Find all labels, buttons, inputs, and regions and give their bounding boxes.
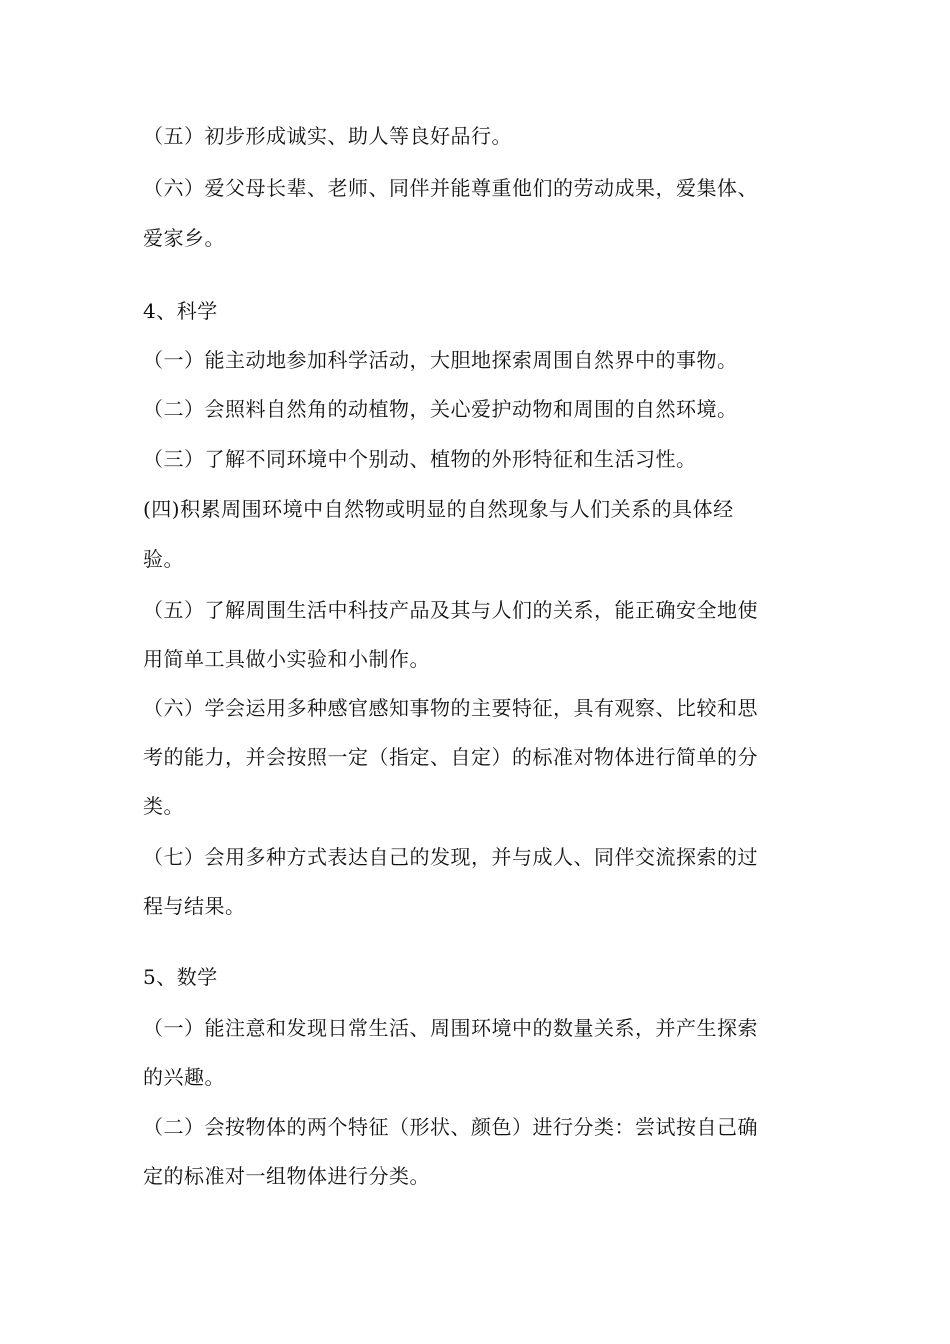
science-item-7-line-1: （七）会用多种方式表达自己的发现，并与成人、同伴交流探索的过 bbox=[143, 845, 758, 869]
science-item-1-line-1: （一）能主动地参加科学活动，大胆地探索周围自然界中的事物。 bbox=[143, 348, 738, 372]
science-item-7-line-2: 程与结果。 bbox=[143, 894, 246, 918]
science-item-5-line-1: （五）了解周围生活中科技产品及其与人们的关系，能正确安全地使 bbox=[143, 598, 758, 622]
moral-item-5-line-1: （五）初步形成诚实、助人等良好品行。 bbox=[143, 124, 512, 148]
science-item-2-line-1: （二）会照料自然角的动植物，关心爱护动物和周围的自然环境。 bbox=[143, 397, 738, 421]
science-item-6-line-1: （六）学会运用多种感官感知事物的主要特征，具有观察、比较和思 bbox=[143, 696, 758, 720]
science-item-6-line-3: 类。 bbox=[143, 794, 184, 818]
science-item-6-line-2: 考的能力，并会按照一定（指定、自定）的标准对物体进行简单的分 bbox=[143, 745, 758, 769]
science-heading: 4、科学 bbox=[143, 299, 218, 323]
science-item-3-line-1: （三）了解不同环境中个别动、植物的外形特征和生活习性。 bbox=[143, 447, 697, 471]
science-item-4-line-2: 验。 bbox=[143, 547, 184, 571]
science-item-4-line-1: (四)积累周围环境中自然物或明显的自然现象与人们关系的具体经 bbox=[143, 497, 734, 521]
math-item-1-line-2: 的兴趣。 bbox=[143, 1065, 225, 1089]
math-item-2-line-1: （二）会按物体的两个特征（形状、颜色）进行分类：尝试按自己确 bbox=[143, 1115, 758, 1139]
moral-item-6-line-2: 爱家乡。 bbox=[143, 226, 225, 250]
moral-item-6-line-1: （六）爱父母长辈、老师、同伴并能尊重他们的劳动成果，爱集体、 bbox=[143, 176, 758, 200]
math-heading: 5、数学 bbox=[143, 965, 218, 989]
math-item-2-line-2: 定的标准对一组物体进行分类。 bbox=[143, 1164, 430, 1188]
science-item-5-line-2: 用简单工具做小实验和小制作。 bbox=[143, 647, 430, 671]
math-item-1-line-1: （一）能注意和发现日常生活、周围环境中的数量关系，并产生探索 bbox=[143, 1016, 758, 1040]
